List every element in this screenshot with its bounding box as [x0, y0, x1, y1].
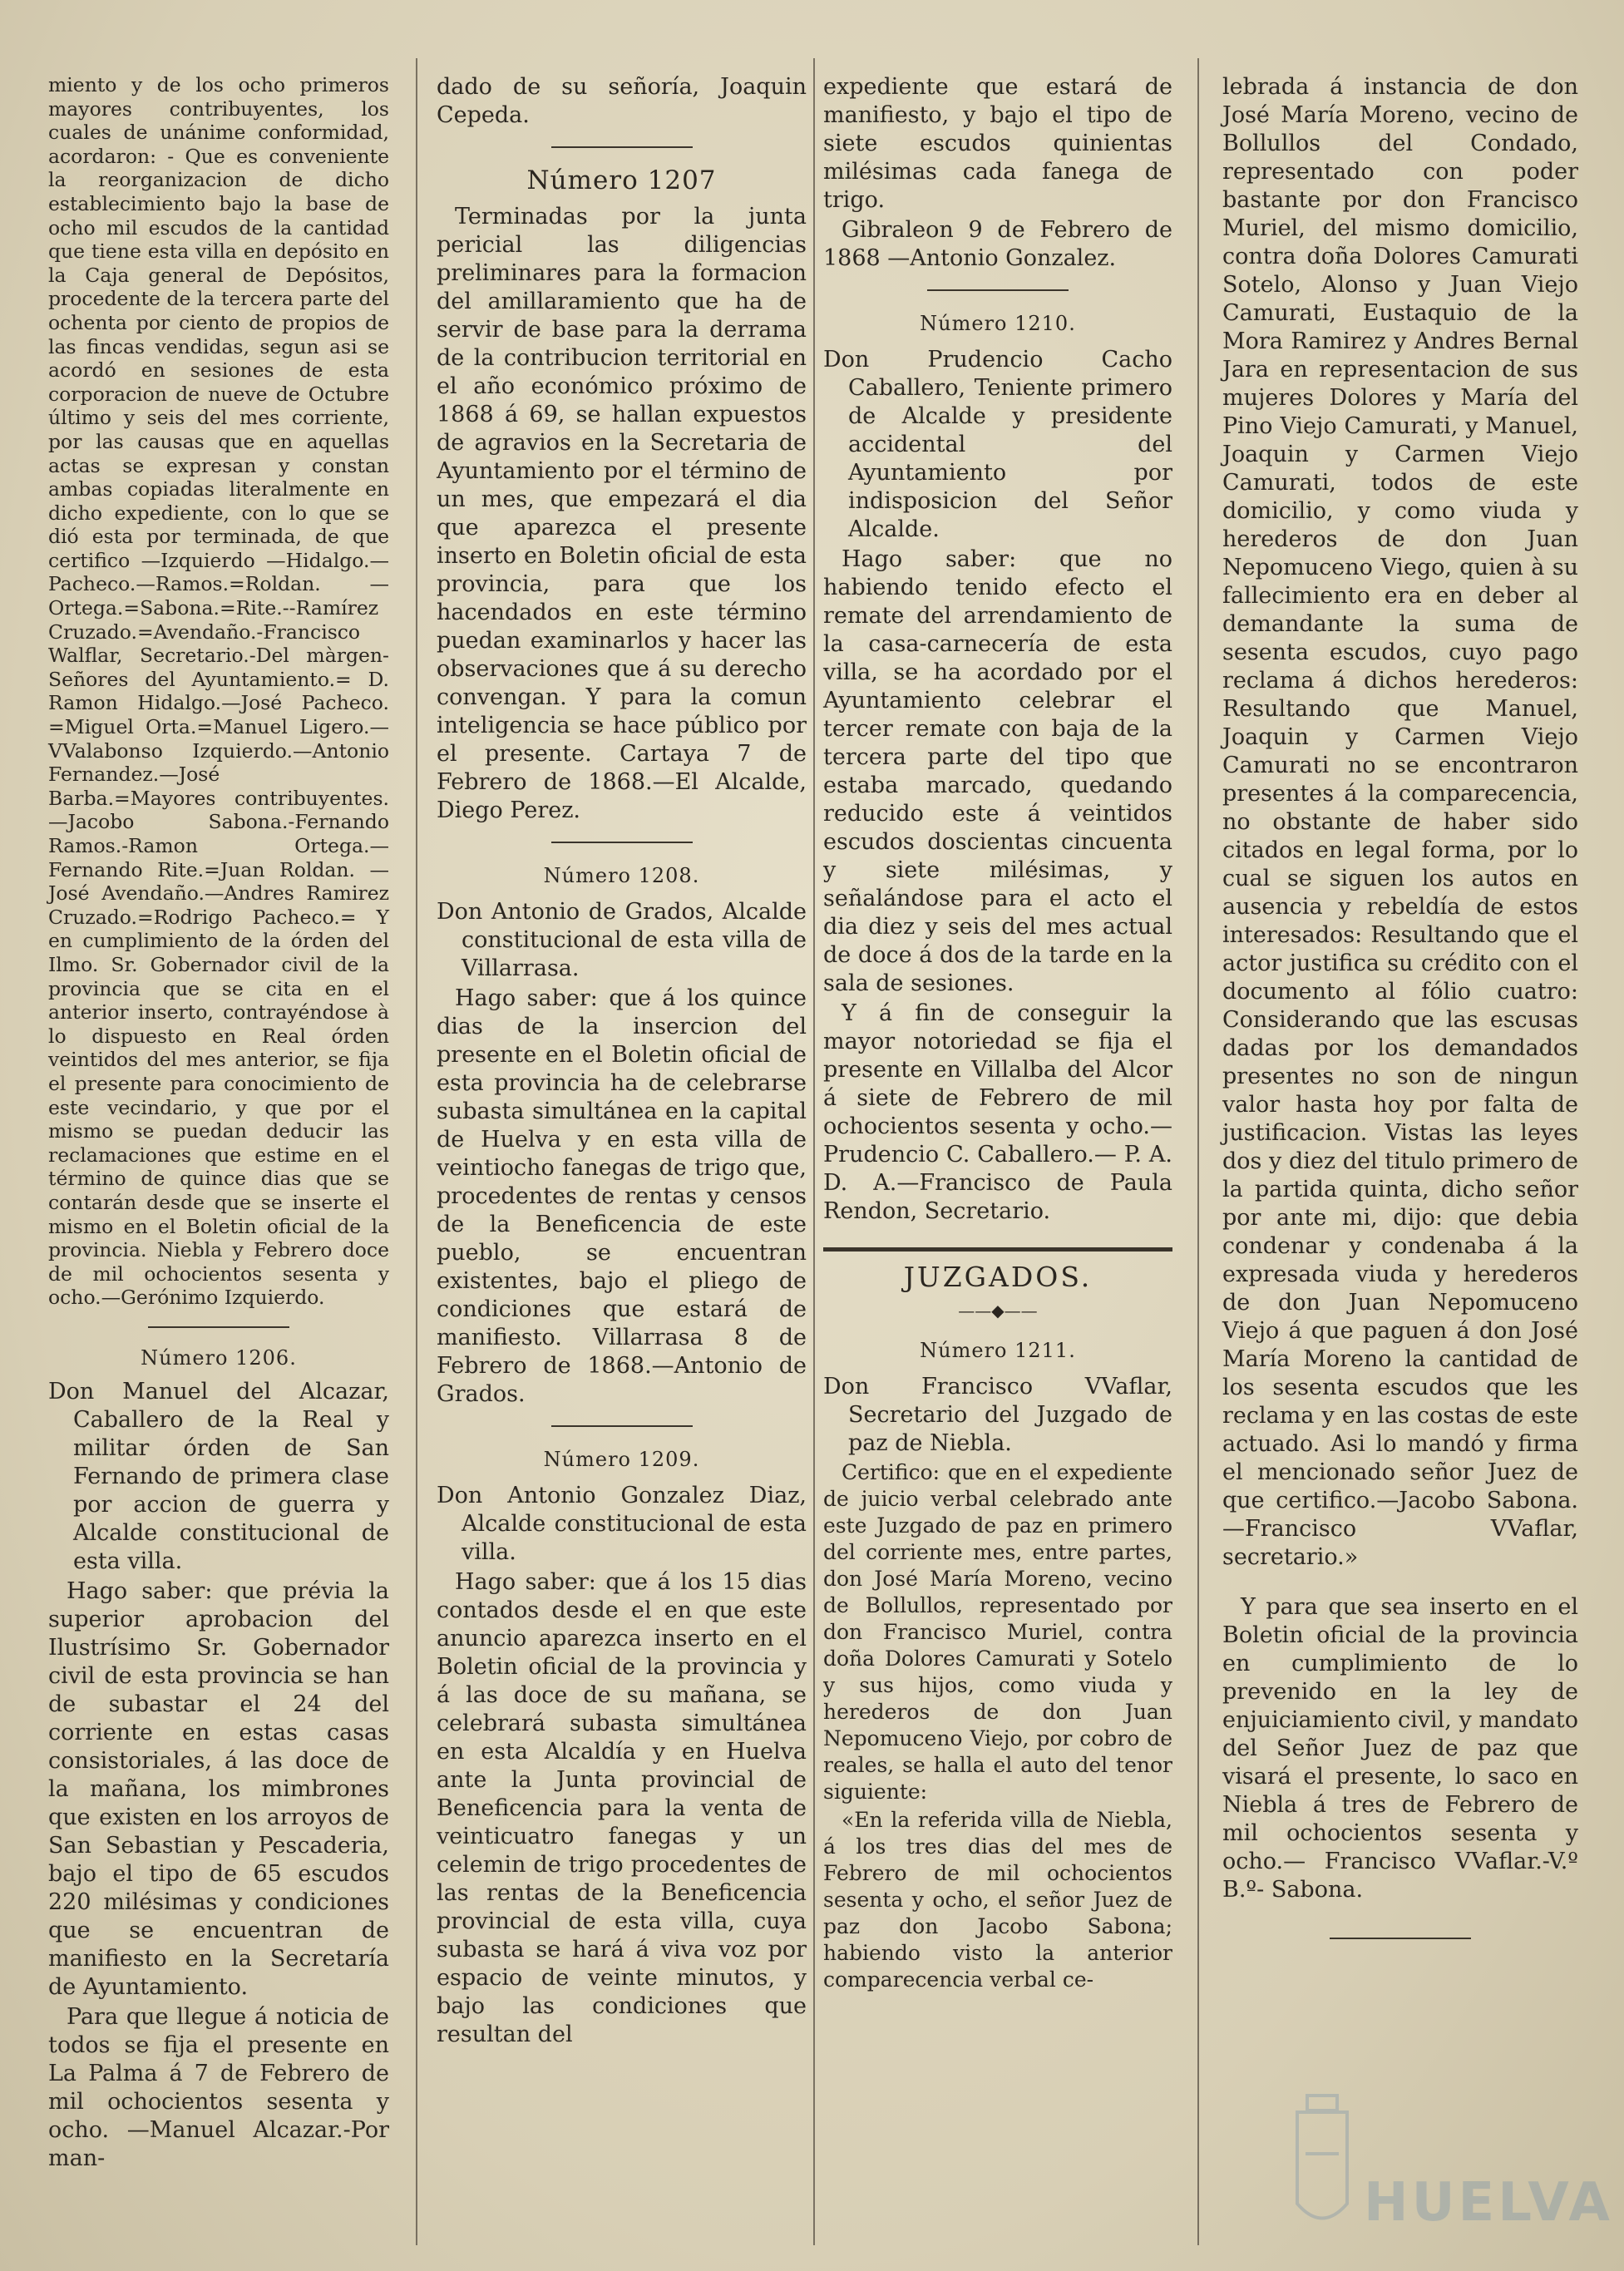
column-divider — [813, 58, 815, 2245]
column-divider — [1197, 58, 1199, 2245]
ornament-divider: ——◆—— — [958, 1301, 1038, 1321]
notice-heading: Don Antonio Gonzalez Diaz, Alcalde constitucional de esta villa. — [437, 1483, 807, 1565]
separator-rule — [148, 1326, 289, 1328]
paragraph: Y á fin de conseguir la mayor notoriedad se fija el presente en Villalba del Alcor á siete de Febrero de mil ochocientos sesenta y ocho.— Prudencio C. Caballero.— P. A. D. A.—Francisco de Paula Rendon, Secretario. — [823, 1000, 1172, 1224]
stamp-text: HUELVA — [1364, 2172, 1613, 2234]
column-1 — [48, 73, 389, 2244]
paragraph: Hago saber: que prévia la superior aprobacion del Ilustrísimo Sr. Gobernador civil de esta provincia se han de subastar el 24 del corriente en estas casas consistoriales, á las doce de la mañana, los mimbrones que existen en los arroyos de San Sebastian y Pescaderia, bajo el tipo de 65 escudos 220 milésimas y condiciones que se encuentran de manifiesto en la Secretaría de Ayuntamiento. — [48, 1578, 389, 2001]
paragraph: Para que llegue á noticia de todos se fija el presente en La Palma á 7 de Febrero de mil ochocientos sesenta y ocho. —Manuel Alcazar.-Por man- — [48, 2004, 389, 2172]
notice-number: Número 1208. — [543, 864, 700, 887]
paragraph: dado de su señoría, Joaquin Cepeda. — [437, 74, 807, 128]
paragraph: Hago saber: que á los 15 dias contados desde el en que este anuncio aparezca inserto en el Boletin oficial de la provincia y á las doce de su mañana, se celebrará subasta simultánea en esta Alcaldía y en Huelva ante la Junta provincial de Beneficencia para la venta de veinticuatro fanegas y un celemin de trigo procedentes de las rentas de la Beneficencia provincial de esta villa, cuya subasta se hará á viva voz por espacio de veinte minutos, y bajo las condiciones que resultan del — [437, 1569, 807, 2047]
column-3 — [823, 73, 1172, 2244]
section-rule — [823, 1247, 1172, 1252]
notice-heading: Don Antonio de Grados, Alcalde constitucional de esta villa de Villarrasa. — [437, 899, 807, 981]
separator-rule — [1330, 1938, 1471, 1939]
paragraph: «En la referida villa de Niebla, á los tres dias del mes de Febrero de mil ochocientos sesenta y ocho, el señor Juez de paz don Jacobo Sabona; habiendo visto la anterior comparecencia verbal ce- — [823, 1808, 1172, 1992]
paragraph: Y para que sea inserto en el Boletin oficial de la provincia en cumplimiento de lo prevenido en la ley de enjuiciamiento civil, y mandato del Señor Juez de paz que visará el presente, lo saco en Niebla á tres de Febrero de mil ochocientos sesenta y ocho.— Francisco VVaflar.-V.º B.º- Sabona. — [1222, 1594, 1578, 1903]
notice-heading: Don Prudencio Cacho Caballero, Teniente primero de Alcalde y presidente accidental del Ayuntamiento por indisposicion del Señor Alcalde. — [823, 347, 1172, 542]
notice-number: Número 1211. — [920, 1339, 1076, 1362]
notice-number: Número 1209. — [543, 1448, 700, 1471]
separator-rule — [551, 1425, 693, 1427]
notice-heading: Don Francisco VVaflar, Secretario del Juzgado de paz de Niebla. — [823, 1374, 1172, 1456]
notice-number: Número 1207 — [526, 165, 717, 195]
paragraph: Hago saber: que á los quince dias de la insercion del presente en el Boletin oficial de esta provincia ha de celebrarse subasta simultánea en la capital de Huelva y en esta villa de veintiocho fanegas de trigo que, procedentes de rentas y censos de la Beneficencia de este pueblo, se encuentran existentes, bajo el pliego de condiciones que estará de manifiesto. Villarrasa 8 de Febrero de 1868.—Antonio de Grados. — [437, 985, 807, 1407]
column-2 — [437, 73, 807, 2244]
paragraph: Gibraleon 9 de Febrero de 1868 —Antonio Gonzalez. — [823, 217, 1172, 271]
column-divider — [416, 58, 417, 2245]
paragraph: lebrada á instancia de don José María Moreno, vecino de Bollullos del Condado, representado con poder bastante por don Francisco Muriel, del mismo domicilio, contra doña Dolores Camurati Sotelo, Alonso y Juan Viejo Camurati, Eustaquio de la Mora Ramirez y Andres Bernal Jara en representacion de sus mujeres Dolores y María del Pino Viejo Camurati, y Manuel, Joaquin y Carmen Viejo Camurati, todos de este domicilio, y como viuda y herederos de don Juan Nepomuceno Viego, quien à su fallecimiento era en deber al demandante la suma de sesenta escudos, cuyo pago reclama á dichos herederos: Resultando que Manuel, Joaquin y Carmen Viejo Camurati no se encontraron presentes á la comparecencia, no obstante de haber sido citados en legal forma, por lo cual se siguen los autos en ausencia y rebeldía de estos interesados: Resultando que el actor justifica su crédito con el documento al fólio cuatro: Considerando que las escusas dadas por los demandados presentes no son de ningun valor hasta hoy por falta de justificacion. Vistas las leyes dos y diez del titulo primero de la partida quinta, dicho señor por ante mi, dijo: que debia condenar y condenaba á la expresada viuda y herederos de don Juan Nepomuceno Viejo á que paguen á don José María Moreno la cantidad de los sesenta escudos que les reclama y en las costas de este actuado. Asi lo mandó y firma el mencionado señor Juez de que certifico.—Jacobo Sabona.—Francisco VVaflar, secretario.» — [1222, 74, 1578, 1570]
column-4 — [1222, 73, 1578, 2244]
section-title: JUZGADOS. — [903, 1261, 1093, 1293]
paragraph: expediente que estará de manifiesto, y bajo el tipo de siete escudos quinientas milésimas cada fanega de trigo. — [823, 74, 1172, 213]
separator-rule — [551, 842, 693, 843]
notice-number: Número 1206. — [141, 1345, 297, 1370]
notice-number: Número 1210. — [920, 312, 1076, 335]
separator-rule — [927, 289, 1069, 291]
paragraph: miento y de los ocho primeros mayores contribuyentes, los cuales de unánime conformidad, acordaron: - Que es conveniente la reorganizacion de dicho establecimiento bajo la base de ocho mil escudos de la cantidad que tiene esta villa en depósito en la Caja general de Depósitos, procedente de la tercera parte del ochenta por ciento de propios de las fincas vendidas, segun asi se acordó en sesiones de esta corporacion de nueve de Octubre último y seis del mes corriente, por las causas que en aquellas actas se expresan y constan ambas copiadas literalmente en dicho expediente, con lo que se dió esta por terminada, de que certifico —Izquierdo —Hidalgo.—Pacheco.—Ramos.=Roldan. —Ortega.=Sabona.=Rite.--Ramírez Cruzado.=Avendaño.-Francisco Walflar, Secretario.-Del màrgen-Señores del Ayuntamiento.= D. Ramon Hidalgo.—José Pacheco. =Miguel Orta.=Manuel Ligero.— VValabonso Izquierdo.—Antonio Fernandez.—José Barba.=Mayores contribuyentes.—Jacobo Sabona.-Fernando Ramos.-Ramon Ortega.—Fernando Rite.=Juan Roldan. —José Avendaño.—Andres Ramirez Cruzado.=Rodrigo Pacheco.= Y en cumplimiento de la órden del Ilmo. Sr. Gobernador civil de la provincia que se cita en el anterior inserto, contrayéndose à lo dispuesto en Real órden veintidos del mes anterior, se fija el presente para conocimiento de este vecindario, y que por el mismo se puedan deducir las reclamaciones que estime en el término de quince dias que se contarán desde que se inserte el mismo en el Boletin oficial de la provincia. Niebla y Febrero doce de mil ochocientos sesenta y ocho.—Gerónimo Izquierdo. — [48, 73, 389, 1310]
paragraph: Hago saber: que no habiendo tenido efecto el remate del arrendamiento de la casa-carnecería de esta villa, se ha acordado por el Ayuntamiento celebrar el tercer remate con baja de la tercera parte del tipo que estaba marcado, quedando reducido este á veintidos escudos doscientas cincuenta y siete milésimas, y señalándose para el acto el dia diez y seis del mes actual de doce á dos de la tarde en la sala de sesiones. — [823, 546, 1172, 996]
separator-rule — [551, 146, 693, 148]
paragraph: Terminadas por la junta pericial las diligencias preliminares para la formacion del amillaramiento que ha de servir de base para la derrama de la contribucion territorial en el año económico próximo de 1868 á 69, se hallan expuestos de agravios en la Secretaria de Ayuntamiento por el término de un mes, que empezará el dia que aparezca el presente inserto en Boletin oficial de esta provincia, para que los hacendados en este término puedan examinarlos y hacer las observaciones que á su derecho convengan. Y para la comun inteligencia se hace público por el presente. Cartaya 7 de Febrero de 1868.—El Alcalde, Diego Perez. — [437, 204, 807, 823]
library-stamp-logo — [1272, 2079, 1613, 2245]
paragraph: Certifico: que en el expediente de juicio verbal celebrado ante este Juzgado de paz en primero del corriente mes, entre partes, don José María Moreno, vecino de Bollullos, representado por don Francisco Muriel, contra doña Dolores Camurati y Sotelo y sus hijos, como viuda y herederos de don Juan Nepomuceno Viejo, por cobro de reales, se halla el auto del tenor siguiente: — [823, 1460, 1172, 1804]
notice-heading: Don Manuel del Alcazar, Caballero de la Real y militar órden de San Fernando de primera clase por accion de guerra y Alcalde constitucional de esta villa. — [48, 1379, 389, 1575]
